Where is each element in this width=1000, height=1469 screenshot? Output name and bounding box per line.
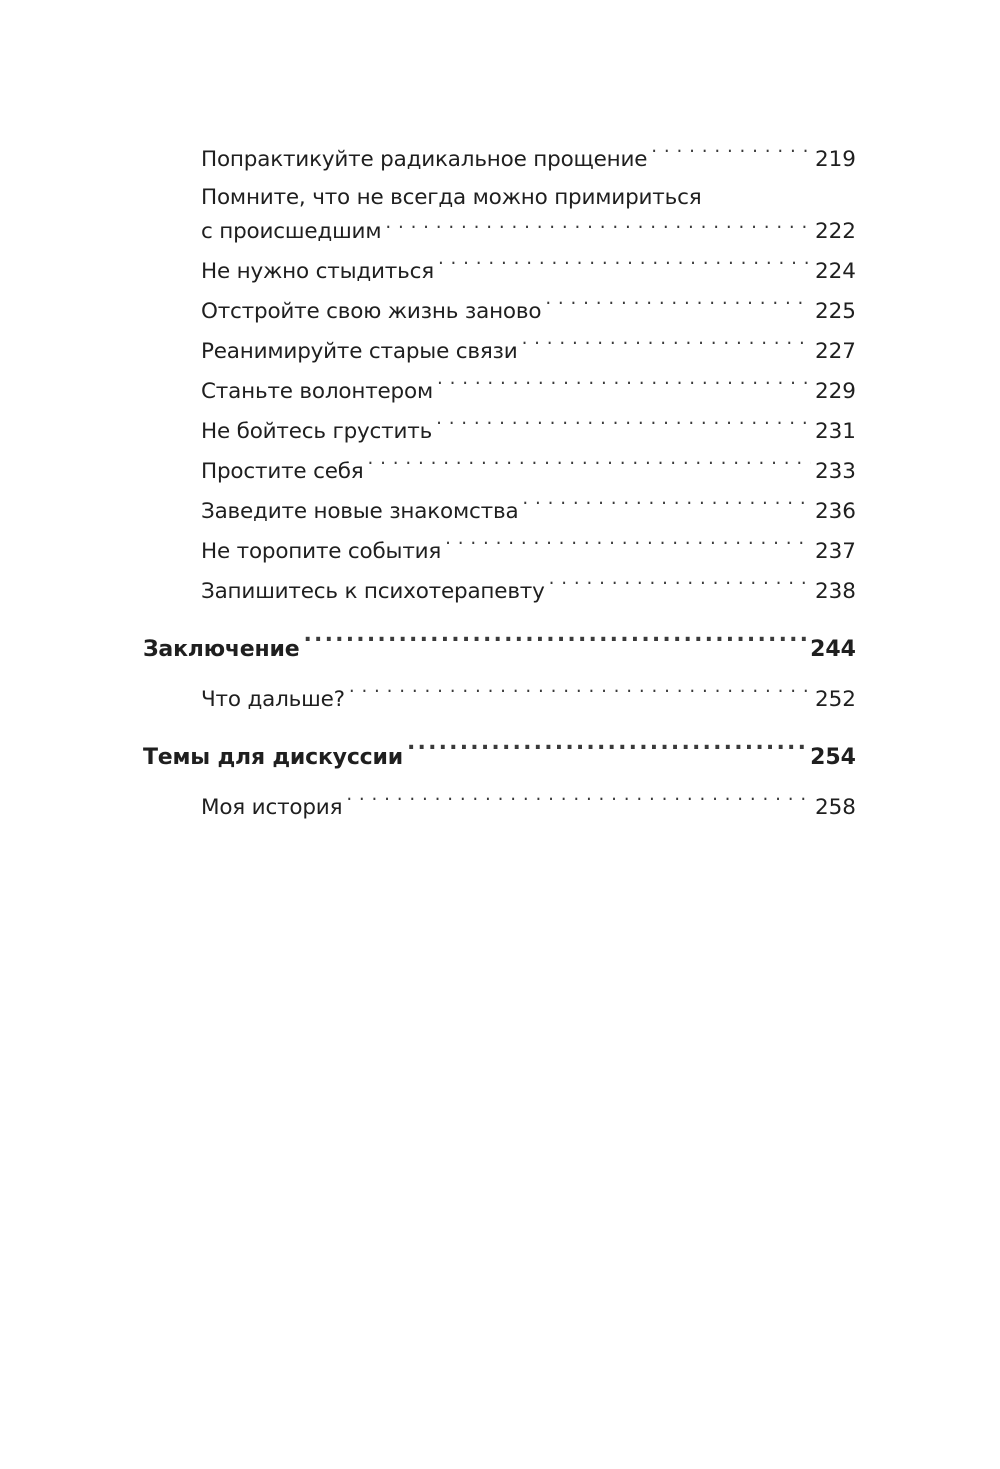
toc-entry-title: Моя история: [201, 795, 343, 820]
toc-entry[interactable]: [143, 332, 856, 372]
toc-entry-page: 227: [814, 339, 856, 364]
toc-entry[interactable]: [143, 372, 856, 412]
dot-leader: [522, 337, 811, 359]
toc-entry[interactable]: [143, 680, 856, 720]
toc-entry-page: 233: [814, 459, 856, 484]
toc-entry-page: 219: [814, 147, 856, 172]
dot-leader: [436, 417, 811, 439]
toc-entry[interactable]: [143, 532, 856, 572]
toc-entry-title: Реанимируйте старые связи: [201, 339, 518, 364]
toc-entry-title: Что дальше?: [201, 687, 345, 712]
dot-leader: [407, 742, 806, 764]
toc-entry-title-line1: Помните, что не всегда можно примириться: [201, 185, 702, 210]
dot-leader: [437, 377, 811, 399]
dot-leader: [303, 634, 806, 656]
toc-entry[interactable]: [143, 788, 856, 828]
toc-entry-page: 231: [814, 419, 856, 444]
dot-leader: [549, 577, 811, 599]
toc-entry[interactable]: [143, 292, 856, 332]
toc-entry-title: Попрактикуйте радикальное прощение: [201, 147, 648, 172]
toc-entry[interactable]: [143, 180, 856, 252]
dot-leader: [438, 257, 811, 279]
toc-chapter-title: Темы для дискуссии: [143, 745, 403, 770]
toc-entry-page: 252: [814, 687, 856, 712]
dot-leader: [385, 217, 811, 239]
toc-entry-title: Не бойтесь грустить: [201, 419, 433, 444]
dot-leader: [545, 297, 811, 319]
toc-entry[interactable]: [143, 452, 856, 492]
toc-entry-title: Станьте волонтером: [201, 379, 433, 404]
toc-chapter-discussion[interactable]: [143, 738, 856, 778]
dot-leader: [368, 457, 811, 479]
dot-leader: [522, 497, 811, 519]
toc-entry-page: 225: [814, 299, 856, 324]
dot-leader: [651, 145, 811, 167]
toc-entry-page: 237: [814, 539, 856, 564]
toc-chapter-page: 254: [810, 745, 856, 770]
toc-entry[interactable]: [143, 412, 856, 452]
dot-leader: [349, 685, 811, 707]
toc-chapter-title: Заключение: [143, 637, 300, 662]
dot-leader: [445, 537, 811, 559]
toc-entry-page: 236: [814, 499, 856, 524]
toc-entry-title: Простите себя: [201, 459, 364, 484]
toc-entry[interactable]: [143, 572, 856, 612]
toc-entry-page: 224: [814, 259, 856, 284]
toc-entry-page: 229: [814, 379, 856, 404]
toc-entry-title: Отстройте свою жизнь заново: [201, 299, 542, 324]
toc-entry[interactable]: [143, 492, 856, 532]
toc-entry-page: 222: [814, 219, 856, 244]
toc-entry-title-line2: с происшедшим: [201, 219, 382, 244]
toc-entry-title: Не торопите события: [201, 539, 442, 564]
toc-entry-title: Запишитесь к психотерапевту: [201, 579, 545, 604]
toc-chapter-conclusion[interactable]: [143, 630, 856, 670]
toc-entry-page: 258: [814, 795, 856, 820]
toc-entry-title: Заведите новые знакомства: [201, 499, 519, 524]
toc-entry[interactable]: [143, 252, 856, 292]
toc-chapter-page: 244: [810, 637, 856, 662]
toc-entry-page: 238: [814, 579, 856, 604]
table-of-contents: [143, 140, 856, 828]
dot-leader: [346, 793, 811, 815]
toc-entry-title: Не нужно стыдиться: [201, 259, 434, 284]
toc-entry[interactable]: [143, 140, 856, 180]
